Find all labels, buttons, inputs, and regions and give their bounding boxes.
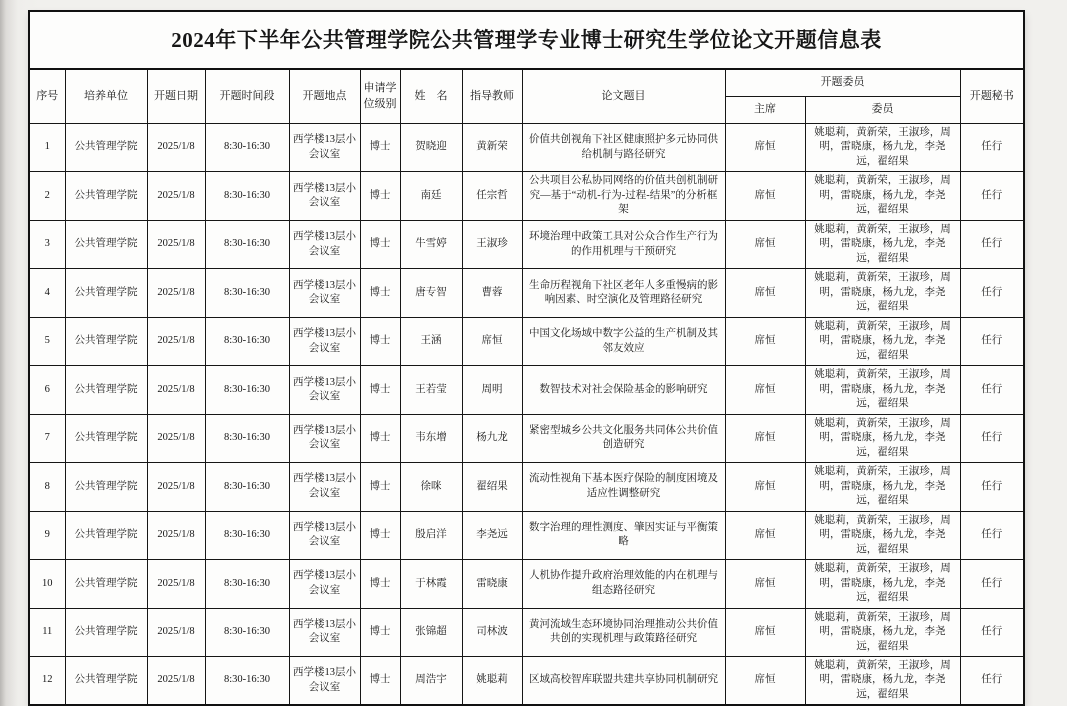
- table-body: [29, 124, 1024, 706]
- cell-chair: 席恒: [725, 124, 805, 172]
- cell-unit: 公共管理学院: [65, 172, 147, 220]
- cell-advisor: 王淑珍: [462, 220, 522, 268]
- cell-location: 西学楼13层小会议室: [289, 172, 360, 220]
- cell-secretary: 任行: [960, 463, 1024, 511]
- cell-members: 姚聪莉，黄新荣，王淑珍，周明，雷晓康，杨九龙，李尧远，翟绍果: [805, 560, 960, 608]
- cell-location: 西学楼13层小会议室: [289, 656, 360, 705]
- cell-degree: 博士: [360, 124, 400, 172]
- cell-degree: 博士: [360, 317, 400, 365]
- cell-name: 殷启洋: [400, 511, 462, 559]
- cell-advisor: 任宗哲: [462, 172, 522, 220]
- cell-no: 7: [29, 414, 65, 462]
- cell-degree: 博士: [360, 560, 400, 608]
- cell-secretary: 任行: [960, 608, 1024, 656]
- cell-advisor: 雷晓康: [462, 560, 522, 608]
- cell-no: 8: [29, 463, 65, 511]
- cell-no: 10: [29, 560, 65, 608]
- cell-unit: 公共管理学院: [65, 560, 147, 608]
- table-row: [29, 172, 1024, 220]
- cell-unit: 公共管理学院: [65, 317, 147, 365]
- cell-no: 4: [29, 269, 65, 317]
- cell-no: 12: [29, 656, 65, 705]
- cell-name: 贺晓迎: [400, 124, 462, 172]
- cell-time: 8:30-16:30: [205, 414, 289, 462]
- cell-title: 数字治理的理性测度、肇因实证与平衡策略: [522, 511, 725, 559]
- cell-date: 2025/1/8: [147, 220, 205, 268]
- table-row: [29, 608, 1024, 656]
- cell-location: 西学楼13层小会议室: [289, 366, 360, 414]
- cell-chair: 席恒: [725, 269, 805, 317]
- cell-location: 西学楼13层小会议室: [289, 608, 360, 656]
- cell-unit: 公共管理学院: [65, 608, 147, 656]
- cell-secretary: 任行: [960, 269, 1024, 317]
- cell-time: 8:30-16:30: [205, 656, 289, 705]
- col-header-time: 开题时间段: [205, 69, 289, 124]
- cell-advisor: 席恒: [462, 317, 522, 365]
- col-header-committee-group: 开题委员: [725, 69, 960, 97]
- cell-chair: 席恒: [725, 366, 805, 414]
- cell-title: 环境治理中政策工具对公众合作生产行为的作用机理与干预研究: [522, 220, 725, 268]
- col-header-unit: 培养单位: [65, 69, 147, 124]
- cell-degree: 博士: [360, 656, 400, 705]
- cell-degree: 博士: [360, 366, 400, 414]
- cell-secretary: 任行: [960, 560, 1024, 608]
- col-header-thesis: 论文题目: [522, 69, 725, 124]
- cell-time: 8:30-16:30: [205, 511, 289, 559]
- cell-location: 西学楼13层小会议室: [289, 560, 360, 608]
- cell-members: 姚聪莉，黄新荣，王淑珍，周明，雷晓康，杨九龙，李尧远，翟绍果: [805, 124, 960, 172]
- cell-title: 黄河流域生态环境协同治理推动公共价值共创的实现机理与政策路径研究: [522, 608, 725, 656]
- cell-name: 南廷: [400, 172, 462, 220]
- cell-unit: 公共管理学院: [65, 269, 147, 317]
- cell-time: 8:30-16:30: [205, 608, 289, 656]
- cell-degree: 博士: [360, 220, 400, 268]
- cell-title: 中国文化场域中数字公益的生产机制及其邻友效应: [522, 317, 725, 365]
- cell-location: 西学楼13层小会议室: [289, 511, 360, 559]
- cell-no: 9: [29, 511, 65, 559]
- table-row: [29, 317, 1024, 365]
- cell-secretary: 任行: [960, 317, 1024, 365]
- thesis-proposal-table: [28, 10, 1025, 706]
- col-header-advisor: 指导教师: [462, 69, 522, 124]
- cell-chair: 席恒: [725, 511, 805, 559]
- cell-secretary: 任行: [960, 172, 1024, 220]
- cell-advisor: 姚聪莉: [462, 656, 522, 705]
- table-row: [29, 414, 1024, 462]
- cell-members: 姚聪莉，黄新荣，王淑珍，周明，雷晓康，杨九龙，李尧远，翟绍果: [805, 220, 960, 268]
- cell-advisor: 杨九龙: [462, 414, 522, 462]
- table-row: [29, 124, 1024, 172]
- cell-no: 2: [29, 172, 65, 220]
- cell-location: 西学楼13层小会议室: [289, 220, 360, 268]
- cell-chair: 席恒: [725, 317, 805, 365]
- cell-time: 8:30-16:30: [205, 560, 289, 608]
- cell-chair: 席恒: [725, 172, 805, 220]
- cell-chair: 席恒: [725, 608, 805, 656]
- cell-no: 5: [29, 317, 65, 365]
- cell-name: 唐专智: [400, 269, 462, 317]
- cell-time: 8:30-16:30: [205, 124, 289, 172]
- cell-location: 西学楼13层小会议室: [289, 317, 360, 365]
- cell-name: 王涵: [400, 317, 462, 365]
- cell-chair: 席恒: [725, 220, 805, 268]
- col-header-date: 开题日期: [147, 69, 205, 124]
- cell-date: 2025/1/8: [147, 366, 205, 414]
- cell-name: 徐咪: [400, 463, 462, 511]
- cell-chair: 席恒: [725, 560, 805, 608]
- cell-members: 姚聪莉，黄新荣，王淑珍，周明，雷晓康，杨九龙，李尧远，翟绍果: [805, 608, 960, 656]
- cell-title: 区域高校智库联盟共建共享协同机制研究: [522, 656, 725, 705]
- cell-unit: 公共管理学院: [65, 511, 147, 559]
- table-row: [29, 511, 1024, 559]
- cell-unit: 公共管理学院: [65, 220, 147, 268]
- cell-secretary: 任行: [960, 124, 1024, 172]
- cell-time: 8:30-16:30: [205, 317, 289, 365]
- cell-advisor: 李尧远: [462, 511, 522, 559]
- cell-advisor: 翟绍果: [462, 463, 522, 511]
- cell-name: 王若莹: [400, 366, 462, 414]
- cell-time: 8:30-16:30: [205, 463, 289, 511]
- cell-degree: 博士: [360, 269, 400, 317]
- cell-secretary: 任行: [960, 656, 1024, 705]
- col-header-chair: 主席: [725, 97, 805, 124]
- cell-date: 2025/1/8: [147, 608, 205, 656]
- cell-advisor: 司林波: [462, 608, 522, 656]
- col-header-secretary: 开题秘书: [960, 69, 1024, 124]
- cell-no: 6: [29, 366, 65, 414]
- cell-chair: 席恒: [725, 414, 805, 462]
- cell-secretary: 任行: [960, 414, 1024, 462]
- document-sheet: [28, 10, 1023, 706]
- header-row: [29, 69, 1024, 97]
- table-row: [29, 220, 1024, 268]
- title-row: [29, 11, 1024, 69]
- cell-degree: 博士: [360, 608, 400, 656]
- cell-chair: 席恒: [725, 463, 805, 511]
- cell-title: 流动性视角下基本医疗保险的制度困境及适应性调整研究: [522, 463, 725, 511]
- cell-advisor: 曹蓉: [462, 269, 522, 317]
- cell-members: 姚聪莉，黄新荣，王淑珍，周明，雷晓康，杨九龙，李尧远，翟绍果: [805, 172, 960, 220]
- cell-title: 数智技术对社会保险基金的影响研究: [522, 366, 725, 414]
- cell-unit: 公共管理学院: [65, 124, 147, 172]
- cell-unit: 公共管理学院: [65, 366, 147, 414]
- cell-members: 姚聪莉，黄新荣，王淑珍，周明，雷晓康，杨九龙，李尧远，翟绍果: [805, 414, 960, 462]
- table-row: [29, 366, 1024, 414]
- cell-title: 公共项目公私协同网络的价值共创机制研究—基于“动机-行为-过程-结果”的分析框架: [522, 172, 725, 220]
- cell-time: 8:30-16:30: [205, 366, 289, 414]
- cell-members: 姚聪莉，黄新荣，王淑珍，周明，雷晓康，杨九龙，李尧远，翟绍果: [805, 656, 960, 705]
- cell-date: 2025/1/8: [147, 269, 205, 317]
- cell-advisor: 黄新荣: [462, 124, 522, 172]
- cell-advisor: 周明: [462, 366, 522, 414]
- col-header-name: 姓 名: [400, 69, 462, 124]
- cell-name: 韦东增: [400, 414, 462, 462]
- cell-secretary: 任行: [960, 511, 1024, 559]
- cell-secretary: 任行: [960, 366, 1024, 414]
- cell-unit: 公共管理学院: [65, 656, 147, 705]
- cell-members: 姚聪莉，黄新荣，王淑珍，周明，雷晓康，杨九龙，李尧远，翟绍果: [805, 511, 960, 559]
- cell-date: 2025/1/8: [147, 414, 205, 462]
- table-row: [29, 269, 1024, 317]
- page-title: 2024年下半年公共管理学院公共管理学专业博士研究生学位论文开题信息表: [29, 11, 1024, 69]
- cell-location: 西学楼13层小会议室: [289, 124, 360, 172]
- col-header-location: 开题地点: [289, 69, 360, 124]
- col-header-members: 委员: [805, 97, 960, 124]
- cell-unit: 公共管理学院: [65, 414, 147, 462]
- cell-time: 8:30-16:30: [205, 172, 289, 220]
- cell-unit: 公共管理学院: [65, 463, 147, 511]
- cell-degree: 博士: [360, 414, 400, 462]
- cell-no: 11: [29, 608, 65, 656]
- cell-title: 价值共创视角下社区健康照护多元协同供给机制与路径研究: [522, 124, 725, 172]
- cell-members: 姚聪莉，黄新荣，王淑珍，周明，雷晓康，杨九龙，李尧远，翟绍果: [805, 317, 960, 365]
- cell-no: 1: [29, 124, 65, 172]
- cell-time: 8:30-16:30: [205, 269, 289, 317]
- cell-date: 2025/1/8: [147, 560, 205, 608]
- cell-name: 牛雪婷: [400, 220, 462, 268]
- cell-date: 2025/1/8: [147, 656, 205, 705]
- cell-location: 西学楼13层小会议室: [289, 269, 360, 317]
- col-header-degree: 申请学位级别: [360, 69, 400, 124]
- cell-name: 于林霞: [400, 560, 462, 608]
- cell-members: 姚聪莉，黄新荣，王淑珍，周明，雷晓康，杨九龙，李尧远，翟绍果: [805, 366, 960, 414]
- cell-degree: 博士: [360, 463, 400, 511]
- cell-location: 西学楼13层小会议室: [289, 463, 360, 511]
- cell-date: 2025/1/8: [147, 172, 205, 220]
- cell-members: 姚聪莉，黄新荣，王淑珍，周明，雷晓康，杨九龙，李尧远，翟绍果: [805, 269, 960, 317]
- cell-secretary: 任行: [960, 220, 1024, 268]
- cell-degree: 博士: [360, 172, 400, 220]
- cell-degree: 博士: [360, 511, 400, 559]
- cell-members: 姚聪莉，黄新荣，王淑珍，周明，雷晓康，杨九龙，李尧远，翟绍果: [805, 463, 960, 511]
- cell-title: 人机协作提升政府治理效能的内在机理与组态路径研究: [522, 560, 725, 608]
- col-header-index: 序号: [29, 69, 65, 124]
- cell-date: 2025/1/8: [147, 463, 205, 511]
- cell-no: 3: [29, 220, 65, 268]
- table-row: [29, 560, 1024, 608]
- cell-date: 2025/1/8: [147, 317, 205, 365]
- cell-title: 紧密型城乡公共文化服务共同体公共价值创造研究: [522, 414, 725, 462]
- table-row: [29, 463, 1024, 511]
- cell-name: 周浩宇: [400, 656, 462, 705]
- cell-location: 西学楼13层小会议室: [289, 414, 360, 462]
- cell-time: 8:30-16:30: [205, 220, 289, 268]
- cell-name: 张锦超: [400, 608, 462, 656]
- cell-date: 2025/1/8: [147, 511, 205, 559]
- cell-chair: 席恒: [725, 656, 805, 705]
- cell-title: 生命历程视角下社区老年人多重慢病的影响因素、时空演化及管理路径研究: [522, 269, 725, 317]
- cell-date: 2025/1/8: [147, 124, 205, 172]
- table-row: [29, 656, 1024, 705]
